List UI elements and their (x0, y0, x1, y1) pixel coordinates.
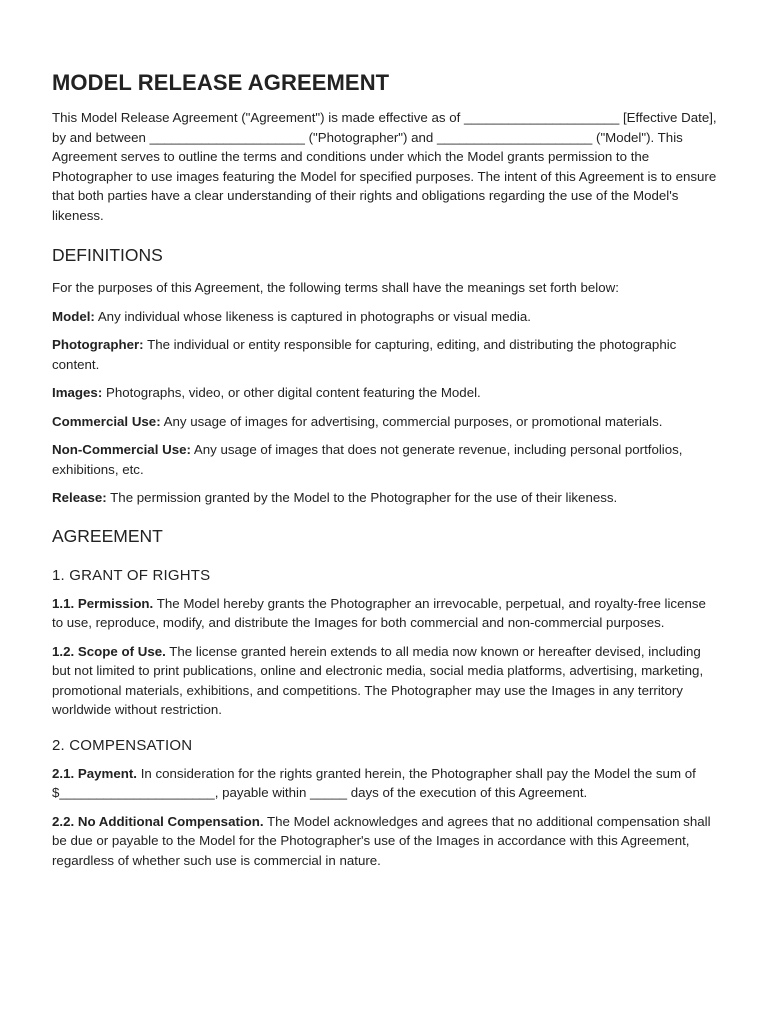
definition-item-release (52, 488, 720, 508)
definition-item-non-commercial-use (52, 440, 720, 479)
intro-paragraph: This Model Release Agreement ("Agreement") is made effective as of _____________________ [Effective Date], by and between _____________________ ("Photographer") and _____________________ ("Model"). This Agreement serves to outline the terms and conditions under which the Model grants permission to the Photographer to use images featuring the Model for specified purposes. The intent of this Agreement is to ensure that both parties have a clear understanding of their rights and obligations regarding the use of the Model's likeness. (52, 110, 717, 223)
clause-text: The Model acknowledges and agrees that no additional compensation shall be due or payable to the Model for the Photographer's use of the Images in accordance with this Agreement, regardless of whether such use is commercial in nature. (52, 813, 711, 868)
definition-text: Any usage of images for advertising, commercial purposes, or promotional materials. (163, 413, 663, 429)
document-page (52, 70, 720, 879)
section-heading-grant-of-rights: 1. GRANT OF RIGHTS (52, 566, 211, 584)
definition-term: Model: (52, 308, 95, 324)
clause-1-1 (52, 594, 720, 633)
clause-text: In consideration for the rights granted herein, the Photographer shall pay the Model the sum of $_____________________, payable within _____ days of the execution of this Agreement. (52, 765, 696, 800)
definition-text: Photographs, video, or other digital content featuring the Model. (105, 385, 481, 400)
clause-label: 1.2. Scope of Use. (52, 643, 166, 659)
clause-1-2 (52, 642, 720, 720)
definitions-heading: DEFINITIONS (52, 245, 163, 265)
agreement-heading: AGREEMENT (52, 525, 163, 546)
definition-term: Photographer: (52, 337, 144, 352)
clause-label: 1.1. Permission. (52, 595, 154, 611)
definition-term: Non-Commercial Use: (52, 442, 191, 457)
clause-label: 2.2. No Additional Compensation. (52, 813, 264, 829)
definition-text: The individual or entity responsible for capturing, editing, and distributing the photographic content. (52, 337, 677, 372)
clause-text: The license granted herein extends to all media now known or hereafter devised, including but not limited to print publications, online and electronic media, social media platforms, advertising, marketing, promotional materials, exhibitions, and competitions. The Photographer may use the Images in any territory worldwide without restriction. (52, 643, 704, 717)
clause-2-1 (52, 764, 720, 803)
clause-label: 2.1. Payment. (52, 765, 137, 781)
definition-text: Any individual whose likeness is captured in photographs or visual media. (97, 308, 531, 324)
definition-text: Any usage of images that does not generate revenue, including personal portfolios, exhibitions, etc. (52, 442, 683, 477)
definition-term: Commercial Use: (52, 413, 161, 429)
definitions-lead: For the purposes of this Agreement, the following terms shall have the meanings set forth below: (52, 280, 619, 295)
document-title: MODEL RELEASE AGREEMENT (52, 70, 390, 95)
definition-term: Release: (52, 490, 107, 505)
definition-item-commercial-use (52, 412, 720, 432)
section-heading-compensation: 2. COMPENSATION (52, 736, 193, 754)
definition-item-model (52, 307, 720, 327)
definition-item-photographer (52, 335, 720, 374)
definition-text: The permission granted by the Model to the Photographer for the use of their likeness. (110, 490, 618, 505)
clause-2-2 (52, 812, 720, 871)
definition-item-images (52, 383, 720, 403)
definition-term: Images: (52, 385, 103, 400)
clause-text: The Model hereby grants the Photographer an irrevocable, perpetual, and royalty-free license to use, reproduce, modify, and distribute the Images for both commercial and non-commercial purposes. (52, 595, 706, 630)
